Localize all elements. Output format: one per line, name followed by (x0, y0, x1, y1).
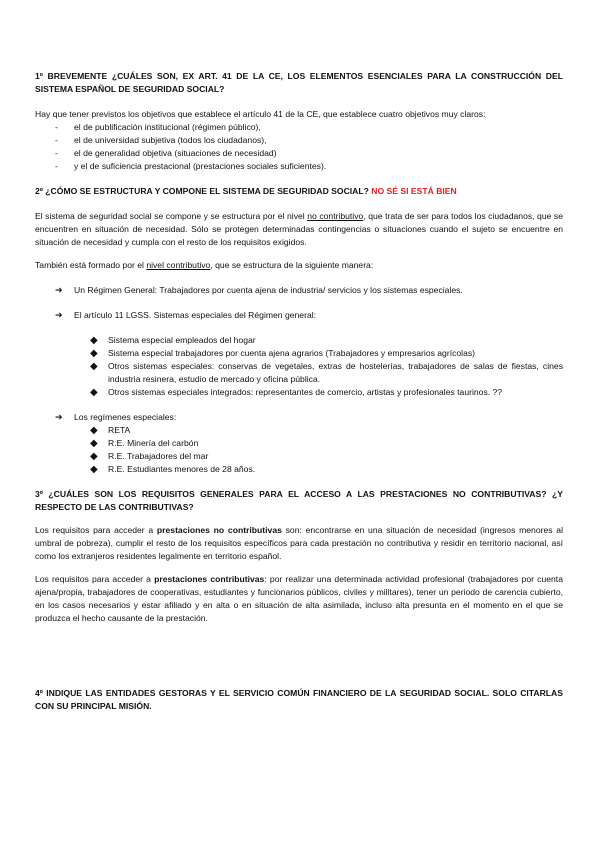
list-item: ◆ Otros sistemas especiales integrados: representantes de comercio, artistas y profesionales taurinos. ?? (90, 387, 503, 398)
question-3-paragraph-2: Los requisitos para acceder a prestaciones contributivas: por realizar una determinada actividad profesional (trabajadores por cuenta ajena/propia, trabajadores de cooperativas, estudiantes y funcionarios públicos, civiles y militares), tener un periodo de carencia cubierto, en los casos necesarios y estar afiliado y en alta o en situación de alta asimilada, incluso alta presunta en el momento en el que se produzca el hecho causante de la prestación. (35, 574, 563, 623)
arrow-right-icon: ➔ (55, 310, 63, 320)
arrow-right-icon: ➔ (55, 285, 63, 295)
question-1-intro: Hay que tener previstos los objetivos que establece el artículo 41 de la CE, que establece cuatro objetivos muy claros: (35, 109, 486, 119)
diamond-bullet-icon: ◆ (90, 425, 98, 436)
list-item: - el de generalidad objetiva (situaciones de necesidad) (35, 147, 563, 160)
diamond-bullet-icon: ◆ (90, 464, 98, 475)
list-item: ◆ Otros sistemas especiales: conservas de vegetales, extras de hostelerías, trabajadores de salas de fiestas, cines industria resinera, estudio de mercado y oficina pública. (90, 361, 563, 384)
diamond-bullet-icon: ◆ (90, 361, 98, 372)
arrow-item-special-regimes: ➔ Los regímenes especiales: (55, 412, 177, 422)
diamond-bullet-icon: ◆ (90, 387, 98, 398)
list-item: - el de publificación institucional (régimen público), (35, 121, 563, 134)
special-regimes-list (35, 424, 563, 476)
list-item: ◆ Sistema especial empleados del hogar (90, 335, 256, 346)
question-2-title: 2º ¿CÓMO SE ESTRUCTURA Y COMPONE EL SISTEMA DE SEGURIDAD SOCIAL? NO SÉ SI ESTÁ BIEN (35, 186, 457, 196)
document-page (35, 70, 563, 713)
question-3-paragraph-1: Los requisitos para acceder a prestaciones no contributivas son: encontrarse en una situación de necesidad (ingresos menores al umbral de pobreza), cumplir el resto de los requisitos específicos para cada prestación no contributiva y residir en territorio nacional, así como los extranjeros residentes legalmente en territorio español. (35, 525, 563, 561)
list-item: ◆ R.E. Trabajadores del mar (90, 451, 209, 462)
list-item: ◆ Sistema especial trabajadores por cuenta ajena agrarios (Trabajadores y empresarios agrícolas) (90, 348, 476, 359)
special-systems-list (35, 334, 563, 399)
question-3-title: 3º ¿CUÁLES SON LOS REQUISITOS GENERALES PARA EL ACCESO A LAS PRESTACIONES NO CONTRIBUTIVAS? ¿Y RESPECTO DE LAS CONTRIBUTIVAS? (35, 489, 563, 512)
list-item: ◆ R.E. Minería del carbón (90, 438, 199, 449)
diamond-bullet-icon: ◆ (90, 451, 98, 462)
list-item: - el de universidad subjetiva (todos los ciudadanos), (35, 134, 563, 147)
diamond-bullet-icon: ◆ (90, 438, 98, 449)
question-2-paragraph-1: El sistema de seguridad social se compone y se estructura por el nivel no contributivo, que trata de ser para todos los ciudadanos, que se encuentren en situación de necesidad. Sólo se protegen determinadas contingencias o situaciones cuando el sujeto se encuentre en situación de necesidad y cumpla con el resto de los requisitos exigidos. (35, 211, 564, 247)
question-4-title: 4º INDIQUE LAS ENTIDADES GESTORAS Y EL SERVICIO COMÚN FINANCIERO DE LA SEGURIDAD SOCIAL. SOLO CITARLAS CON SU PRINCIPAL MISIÓN. (35, 688, 563, 711)
question-2-paragraph-2: También está formado por el nivel contributivo, que se estructura de la siguiente manera: (35, 260, 374, 270)
arrow-item-general-regime: ➔ Un Régimen General: Trabajadores por cuenta ajena de industria/ servicios y los sistemas especiales. (55, 285, 463, 295)
uncertain-note: NO SÉ SI ESTÁ BIEN (371, 186, 457, 196)
list-item: ◆ R.E. Estudiantes menores de 28 años. (90, 464, 256, 475)
objectives-list (35, 121, 563, 173)
diamond-bullet-icon: ◆ (90, 335, 98, 346)
list-item: ◆ RETA (90, 425, 131, 436)
list-item: - y el de suficiencia prestacional (prestaciones sociales suficientes). (35, 160, 563, 173)
arrow-item-special-systems: ➔ El artículo 11 LGSS. Sistemas especiales del Régimen general: (55, 310, 317, 320)
diamond-bullet-icon: ◆ (90, 348, 98, 359)
question-1-title: 1º BREVEMENTE ¿CUÁLES SON, EX ART. 41 DE LA CE, LOS ELEMENTOS ESENCIALES PARA LA CONSTRUCCIÓN DEL SISTEMA ESPAÑOL DE SEGURIDAD SOCIAL? (35, 71, 563, 94)
arrow-right-icon: ➔ (55, 412, 63, 422)
